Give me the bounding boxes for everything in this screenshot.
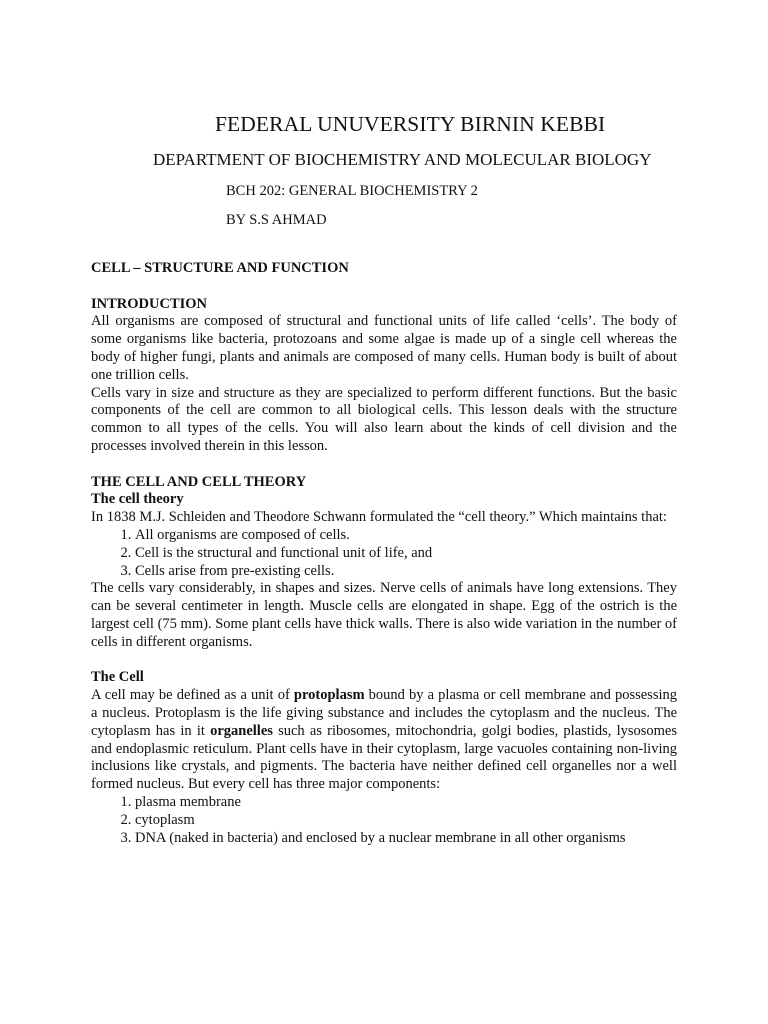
the-cell-heading: The Cell — [91, 669, 144, 686]
cell-theory-paragraph-2: The cells vary considerably, in shapes and sizes. Nerve cells of animals have long extensions. They can be several centimeter in length. Muscle cells are elongated in shape. Egg of the ostrich is the largest cell (75 mm). Some plant cells have thick walls. There is also wide variation in the number of cells in different organisms. — [91, 580, 677, 650]
cell-theory-subheading: The cell theory — [91, 491, 184, 508]
list-item: 1. plasma membrane — [135, 794, 677, 812]
spacer — [91, 652, 677, 670]
term-protoplasm: protoplasm — [293, 687, 365, 704]
cell-theory-heading: THE CELL AND CELL THEORY — [91, 473, 307, 490]
intro-paragraph-2: Cells vary in size and structure as they are specialized to perform different functions. But the basic components of the cell are common to all biological cells. This lesson deals with the structure common to all types of the cells. You will also learn about the kinds of cell division and the processes involved therein in this lesson. — [91, 384, 677, 454]
the-cell-paragraph — [91, 687, 677, 794]
spacer — [91, 278, 677, 296]
course-title: BCH 202: GENERAL BIOCHEMISTRY 2 — [226, 183, 478, 199]
main-title: CELL – STRUCTURE AND FUNCTION — [91, 260, 349, 276]
text-run: A cell may be defined as a unit of — [91, 687, 294, 704]
list-item: 1. All organisms are composed of cells. — [135, 527, 677, 545]
intro-heading: INTRODUCTION — [91, 295, 208, 312]
term-organelles: organelles — [210, 722, 273, 739]
document-body — [91, 260, 677, 847]
cell-theory-list — [91, 527, 677, 580]
spacer — [91, 456, 677, 474]
university-title: FEDERAL UNUVERSITY BIRNIN KEBBI — [215, 112, 606, 136]
department-title: DEPARTMENT OF BIOCHEMISTRY AND MOLECULAR BIOLOGY — [153, 150, 652, 169]
intro-paragraph-1: All organisms are composed of structural and functional units of life called ‘cells’. The body of some organisms like bacteria, protozoans and some algae is made up of a single cell whereas the body of higher fungi, plants and animals are composed of many cells. Human body is built of about one trillion cells. — [91, 313, 677, 383]
text-run: bound by a plasma or cell membrane and possessing a nucleus. Protoplasm is the life giving substance and includes the cytoplasm and the nucleus. The cytoplasm has in it — [91, 687, 677, 739]
list-item: 3. Cells arise from pre-existing cells. — [135, 563, 677, 581]
list-item: 2. cytoplasm — [135, 812, 677, 830]
author-line: BY S.S AHMAD — [226, 212, 327, 228]
text-run: such as ribosomes, mitochondria, golgi bodies, plastids, lysosomes and endoplasmic reticulum. Plant cells have in their cytoplasm, large vacuoles containing non-living inclusions like crystals, and pigments. The bacteria have neither defined cell organelles nor a well formed nucleus. But every cell has three major components: — [91, 722, 677, 793]
cell-components-list — [91, 794, 677, 847]
list-item: 3. DNA (naked in bacteria) and enclosed by a nuclear membrane in all other organisms — [135, 830, 677, 848]
list-item: 2. Cell is the structural and functional unit of life, and — [135, 545, 677, 563]
cell-theory-paragraph-1: In 1838 M.J. Schleiden and Theodore Schwann formulated the “cell theory.” Which maintains that: — [91, 509, 667, 526]
